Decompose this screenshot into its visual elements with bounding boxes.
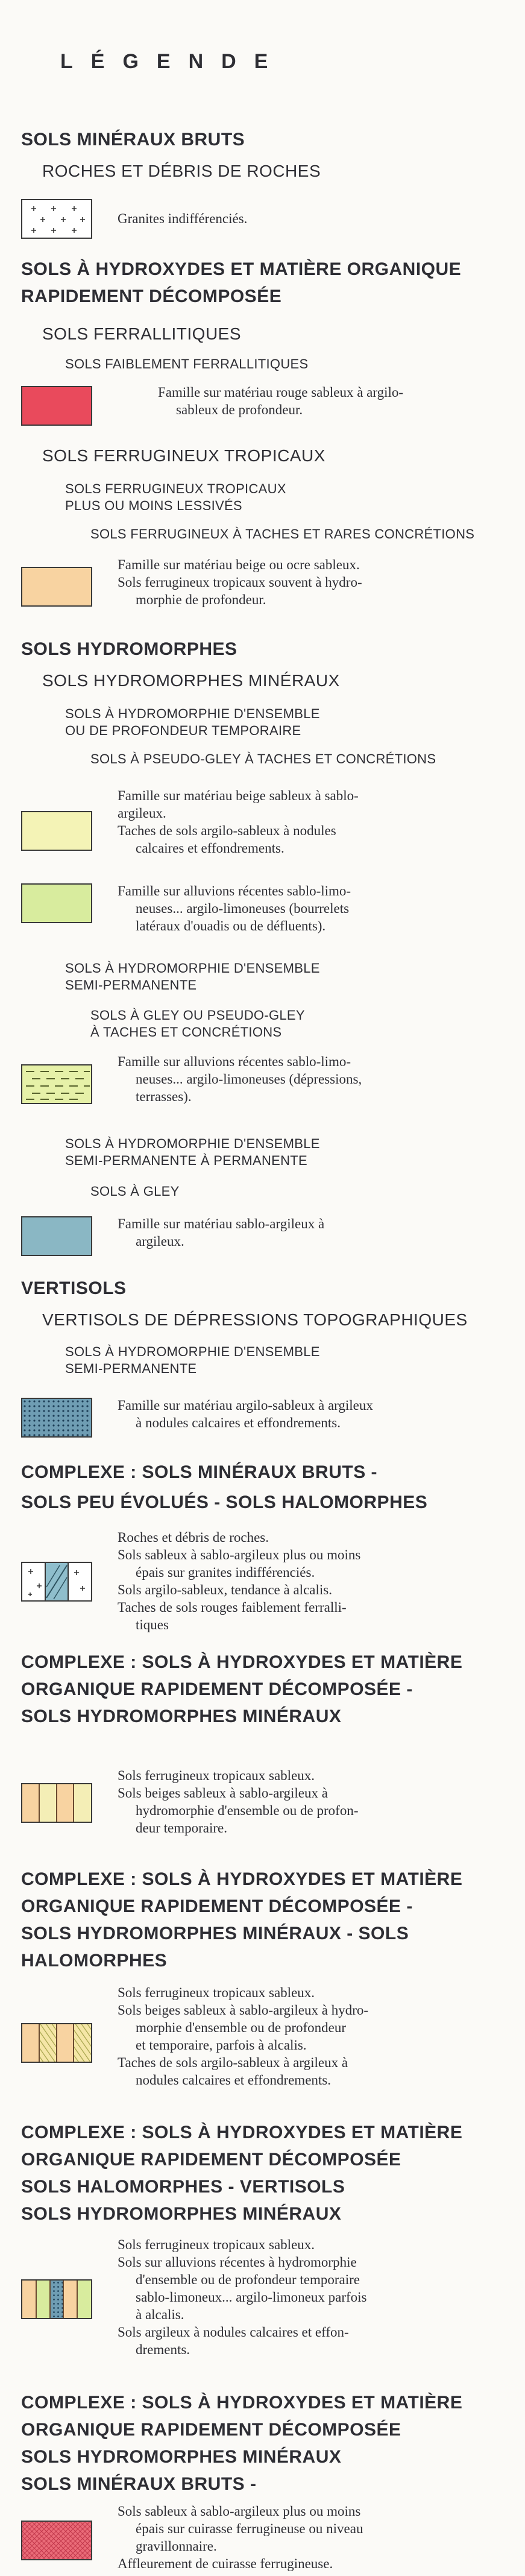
complex-heading-5-l2: ORGANIQUE RAPIDEMENT DÉCOMPOSÉE bbox=[21, 2420, 401, 2440]
subheading-hydromorphie-temporaire: SOLS À HYDROMORPHIE D'ENSEMBLE OU DE PROFONDEUR TEMPORAIRE bbox=[65, 706, 320, 738]
swatch-complex-4 bbox=[21, 2279, 92, 2319]
legend-text-complex-4: Sols ferrugineux tropicaux sableux. Sols sur alluvions récentes à hydromorphie d'ensemble ou de profondeur temporaire sablo-limoneux... argilo-limoneux parfois à alcalis. Sols argileux à nodules calcaires et effon- drements. bbox=[118, 2237, 367, 2357]
subheading-semi-permanente: SOLS À HYDROMORPHIE D'ENSEMBLE SEMI-PERMANENTE bbox=[65, 961, 320, 993]
complex-heading-1-l1: COMPLEXE : SOLS MINÉRAUX BRUTS - bbox=[21, 1462, 378, 1482]
complex-heading-3-l3: SOLS HYDROMORPHES MINÉRAUX - SOLS bbox=[21, 1924, 409, 1943]
swatch-complex-3 bbox=[21, 2023, 92, 2063]
complex-heading-3-l2: ORGANIQUE RAPIDEMENT DÉCOMPOSÉE - bbox=[21, 1896, 413, 1916]
subheading-ferrugineux-lessives: SOLS FERRUGINEUX TROPICAUX PLUS OU MOINS LESSIVÉS bbox=[65, 481, 286, 513]
complex-heading-5-l3: SOLS HYDROMORPHES MINÉRAUX bbox=[21, 2447, 342, 2467]
section-heading-vertisols: VERTISOLS bbox=[21, 1278, 127, 1298]
complex-heading-3-l4: HALOMORPHES bbox=[21, 1951, 168, 1971]
complex-heading-3-l1: COMPLEXE : SOLS À HYDROXYDES ET MATIÈRE bbox=[21, 1869, 463, 1889]
swatch-complex-1 bbox=[21, 1562, 92, 1602]
complex-heading-4-l2: ORGANIQUE RAPIDEMENT DÉCOMPOSÉE bbox=[21, 2150, 401, 2170]
complex-heading-5-l4: SOLS MINÉRAUX BRUTS - bbox=[21, 2474, 257, 2494]
subheading-taches-concretions: SOLS FERRUGINEUX À TACHES ET RARES CONCRÉTIONS bbox=[90, 526, 475, 541]
legend-text-gley-dashes: Famille sur alluvions récentes sablo-limo- neuses... argilo-limoneuses (dépressions, terrasses). bbox=[118, 1054, 362, 1104]
complex-heading-1-l2: SOLS PEU ÉVOLUÉS - SOLS HALOMORPHES bbox=[21, 1492, 428, 1512]
swatch-ferrugineux bbox=[21, 567, 92, 607]
complex-heading-2-l1: COMPLEXE : SOLS À HYDROXYDES ET MATIÈRE bbox=[21, 1652, 463, 1672]
subheading-gley-pseudo-gley: SOLS À GLEY OU PSEUDO-GLEY À TACHES ET CONCRÉTIONS bbox=[90, 1008, 305, 1040]
section-heading-hydroxydes-l2: RAPIDEMENT DÉCOMPOSÉE bbox=[21, 286, 282, 306]
swatch-complex-2 bbox=[21, 1783, 92, 1823]
legend-text-complex-5: Sols sableux à sablo-argileux plus ou moins épais sur cuirasse ferrugineuse ou niveau gravillonnaire. Affleurement de cuirasse ferrugineuse. bbox=[118, 2504, 363, 2571]
legend-text-ferrallitique: Famille sur matériau rouge sableux à argilo- sableux de profondeur. bbox=[158, 385, 404, 417]
subheading-vertisols-semi-permanente: SOLS À HYDROMORPHIE D'ENSEMBLE SEMI-PERMANENTE bbox=[65, 1344, 320, 1376]
complex-heading-4-l1: COMPLEXE : SOLS À HYDROXYDES ET MATIÈRE bbox=[21, 2123, 463, 2142]
complex-heading-4-l4: SOLS HYDROMORPHES MINÉRAUX bbox=[21, 2204, 342, 2224]
legend-text-ferrugineux: Famille sur matériau beige ou ocre sableux. Sols ferrugineux tropicaux souvent à hydro- morphie de profondeur. bbox=[118, 557, 362, 607]
subheading-faiblement-ferrallitiques: SOLS FAIBLEMENT FERRALLITIQUES bbox=[65, 356, 309, 371]
section-heading-hydromorphes: SOLS HYDROMORPHES bbox=[21, 639, 237, 659]
swatch-granites bbox=[21, 199, 92, 239]
complex-heading-2-l2: ORGANIQUE RAPIDEMENT DÉCOMPOSÉE - bbox=[21, 1679, 413, 1699]
complex-heading-5-l1: COMPLEXE : SOLS À HYDROXYDES ET MATIÈRE bbox=[21, 2393, 463, 2413]
complex-heading-2-l3: SOLS HYDROMORPHES MINÉRAUX bbox=[21, 1706, 342, 1726]
swatch-gley bbox=[21, 1216, 92, 1256]
swatch-beige-hydromorphe bbox=[21, 811, 92, 851]
subheading-semi-permanente-permanente: SOLS À HYDROMORPHIE D'ENSEMBLE SEMI-PERMANENTE À PERMANENTE bbox=[65, 1136, 320, 1168]
swatch-vertisol bbox=[21, 1398, 92, 1438]
subheading-hydromorphes-mineraux: SOLS HYDROMORPHES MINÉRAUX bbox=[42, 671, 340, 690]
swatch-complex-5 bbox=[21, 2521, 92, 2560]
legend-title: LÉGENDE bbox=[60, 50, 286, 73]
subheading-roches: ROCHES ET DÉBRIS DE ROCHES bbox=[42, 162, 321, 180]
legend-text-granites: Granites indifférenciés. bbox=[118, 211, 248, 226]
subheading-pseudo-gley: SOLS À PSEUDO-GLEY À TACHES ET CONCRÉTIONS bbox=[90, 751, 436, 766]
legend-text-gley: Famille sur matériau sablo-argileux à argileux. bbox=[118, 1216, 325, 1249]
legend-text-complex-3: Sols ferrugineux tropicaux sableux. Sols beiges sableux à sablo-argileux à hydro- morphie d'ensemble ou de profondeur et temporaire, parfois à alcalis. Taches de sols argilo-sableux à argileux à nodules calcaires et effondrements. bbox=[118, 1985, 369, 2088]
subheading-ferrugineux: SOLS FERRUGINEUX TROPICAUX bbox=[42, 446, 325, 465]
legend-text-complex-2: Sols ferrugineux tropicaux sableux. Sols beiges sableux à sablo-argileux à hydromorphie d'ensemble ou de profon- deur temporaire. bbox=[118, 1768, 359, 1836]
section-heading-hydroxydes-l1: SOLS À HYDROXYDES ET MATIÈRE ORGANIQUE bbox=[21, 259, 462, 279]
section-heading-mineraux-bruts: SOLS MINÉRAUX BRUTS bbox=[21, 130, 245, 150]
subheading-gley: SOLS À GLEY bbox=[90, 1184, 180, 1199]
legend-text-alluvions-hydromorphe: Famille sur alluvions récentes sablo-limo- neuses... argilo-limoneuses (bourrelets latéraux d'ouadis ou de défluents). bbox=[118, 883, 351, 933]
legend-text-complex-1: Roches et débris de roches. Sols sableux à sablo-argileux plus ou moins épais sur granites indifférenciés. Sols argilo-sableux, tendance à alcalis. Taches de sols rouges faiblement ferralli- tiques bbox=[118, 1530, 361, 1632]
subheading-vertisols-depressions: VERTISOLS DE DÉPRESSIONS TOPOGRAPHIQUES bbox=[42, 1310, 468, 1329]
swatch-alluvions-hydromorphe bbox=[21, 883, 92, 923]
legend-text-vertisol: Famille sur matériau argilo-sableux à argileux à nodules calcaires et effondrements. bbox=[118, 1398, 373, 1430]
swatch-gley-dashes bbox=[21, 1064, 92, 1104]
legend-text-beige-hydromorphe: Famille sur matériau beige sableux à sablo- argileux. Taches de sols argilo-sableux à nodules calcaires et effondrements. bbox=[118, 788, 359, 856]
complex-heading-4-l3: SOLS HALOMORPHES - VERTISOLS bbox=[21, 2177, 345, 2197]
subheading-ferrallitiques: SOLS FERRALLITIQUES bbox=[42, 324, 242, 343]
swatch-ferrallitique bbox=[21, 386, 92, 426]
